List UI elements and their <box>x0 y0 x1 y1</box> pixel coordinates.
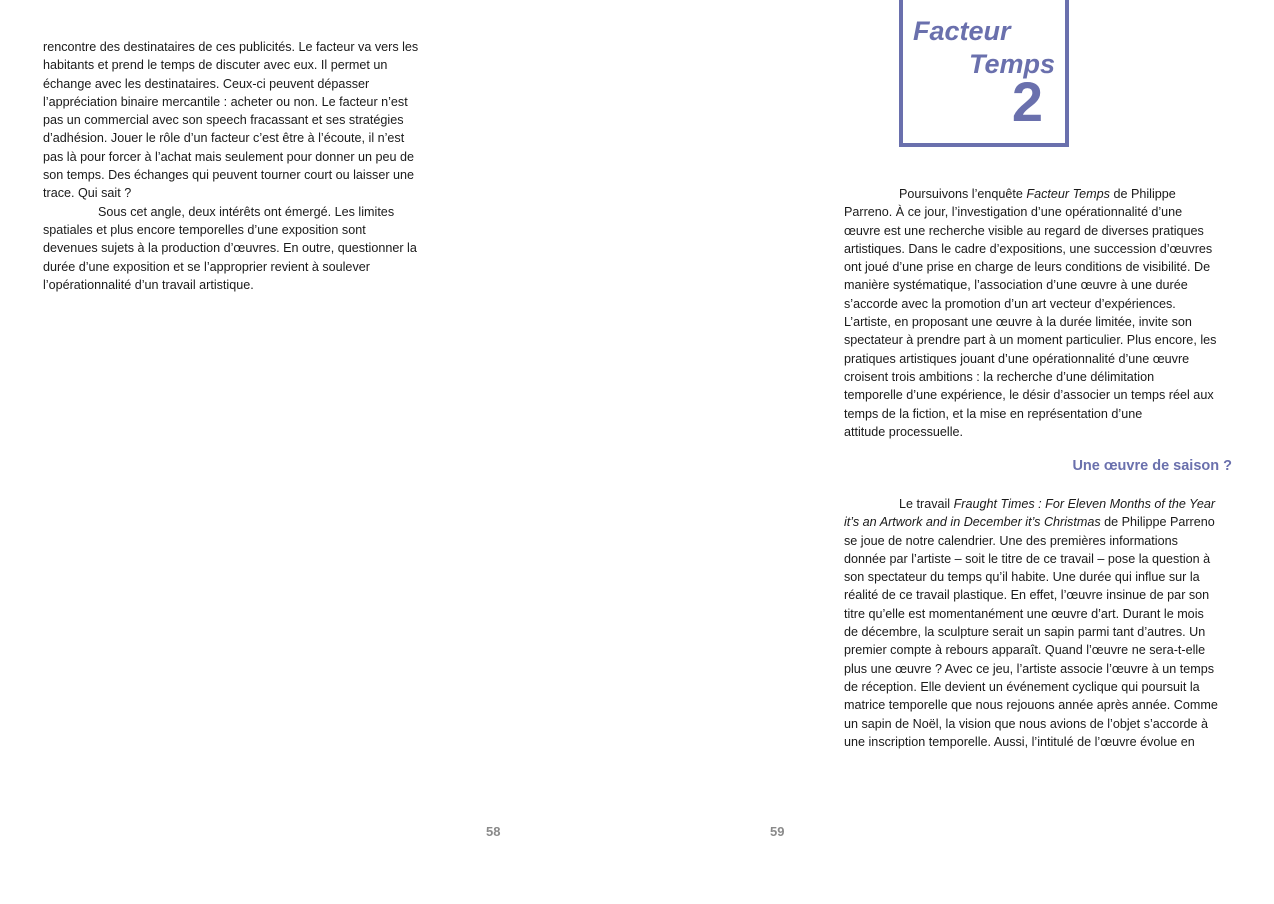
text-line: attitude processuelle. <box>844 424 964 439</box>
text-line: œuvre est une recherche visible au regard de diverses pratiques <box>844 223 1204 238</box>
text-line: devenues sujets à la production d’œuvres. En outre, questionner la <box>43 241 417 256</box>
text-line: croisent trois ambitions : la recherche d’une délimitation <box>844 369 1155 384</box>
chapter-title-box <box>899 0 1069 147</box>
text-line: l’opérationnalité d’un travail artistique. <box>43 277 254 292</box>
italic-title: Fraught Times : For Eleven Months of the Year <box>953 497 1216 511</box>
text-line: l’appréciation binaire mercantile : acheter ou non. Le facteur n’est <box>43 94 408 109</box>
text-line: échange avec les destinataires. Ceux-ci peuvent dépasser <box>43 76 370 91</box>
left-paragraph-1 <box>43 38 438 203</box>
italic-title: it’s an Artwork and in December it’s Christmas <box>844 515 1101 530</box>
text-line: titre qu’elle est momentanément une œuvre d’art. Durant le mois <box>844 606 1204 621</box>
text-line: de décembre, la sculpture serait un sapin parmi tant d’autres. Un <box>844 625 1206 640</box>
page-number-left: 58 <box>486 824 501 839</box>
text-line: rencontre des destinataires de ces publicités. Le facteur va vers les <box>43 40 419 54</box>
text-line: matrice temporelle que nous rejouons année après année. Comme <box>844 698 1218 713</box>
chapter-title-line-1: Facteur <box>913 16 1011 46</box>
text-line: trace. Qui sait ? <box>43 186 132 201</box>
italic-title: Facteur Temps <box>1026 187 1110 201</box>
text-line <box>844 513 1239 531</box>
text-line: pratiques artistiques jouant d’une opérationnalité d’une œuvre <box>844 351 1190 366</box>
text-line <box>844 185 1239 203</box>
text-run: Poursuivons l’enquête <box>899 187 1027 201</box>
text-line: son spectateur du temps qu’il habite. Une durée qui influe sur la <box>844 570 1200 585</box>
text-line: se joue de notre calendrier. Une des premières informations <box>844 533 1178 548</box>
text-line: donnée par l’artiste – soit le titre de ce travail – pose la question à <box>844 551 1211 566</box>
text-line: réalité de ce travail plastique. En effet, l’œuvre insinue de par son <box>844 588 1210 603</box>
section-paragraph <box>844 495 1239 751</box>
text-line: ont joué d’une prise en charge de leurs conditions de visibilité. De <box>844 260 1211 275</box>
text-line: Sous cet angle, deux intérêts ont émergé. Les limites <box>98 204 395 219</box>
text-line: temporelle d’une expérience, le désir d’associer un temps réel aux <box>844 388 1214 403</box>
text-line: un sapin de Noël, la vision que nous avions de l’objet s’accorde à <box>844 716 1209 731</box>
left-paragraph-2 <box>43 203 438 294</box>
text-line: temps de la fiction, et la mise en représentation d’une <box>844 406 1143 421</box>
text-run: de Philippe Parreno <box>1100 515 1215 530</box>
text-line: durée d’une exposition et se l’approprier revient à soulever <box>43 259 370 274</box>
text-line: Parreno. À ce jour, l’investigation d’une opérationnalité d’une <box>844 205 1183 220</box>
text-line: s’accorde avec la promotion d’un art vecteur d’expériences. <box>844 296 1176 311</box>
text-line: une inscription temporelle. Aussi, l’intitulé de l’œuvre évolue en <box>844 734 1195 749</box>
text-line: son temps. Des échanges qui peuvent tourner court ou laisser une <box>43 168 415 183</box>
text-line: premier compte à rebours apparaît. Quand l’œuvre ne sera-t-elle <box>844 643 1206 658</box>
text-line: plus une œuvre ? Avec ce jeu, l’artiste associe l’œuvre à un temps <box>844 661 1215 676</box>
text-line: spectateur à prendre part à un moment particulier. Plus encore, les <box>844 333 1217 348</box>
text-line: spatiales et plus encore temporelles d’une exposition sont <box>43 222 366 237</box>
text-run: de Philippe <box>1109 187 1176 201</box>
text-line: pas un commercial avec son speech fracassant et ses stratégies <box>43 113 404 128</box>
section-heading: Une œuvre de saison ? <box>1072 458 1232 474</box>
right-page <box>637 0 1274 904</box>
text-line: d’adhésion. Jouer le rôle d’un facteur c’est être à l’écoute, il n’est <box>43 131 405 146</box>
page-number-right: 59 <box>770 824 785 839</box>
text-line: manière systématique, l’association d’une œuvre à une durée <box>844 278 1188 293</box>
text-line: pas là pour forcer à l’achat mais seulement pour donner un peu de <box>43 149 415 164</box>
text-run: Le travail <box>899 497 954 511</box>
intro-paragraph <box>844 185 1239 441</box>
chapter-number: 2 <box>1011 70 1043 133</box>
text-line: artistiques. Dans le cadre d’expositions, une succession d’œuvres <box>844 241 1213 256</box>
chapter-title-line-2: Temps <box>968 49 1055 79</box>
text-line: de réception. Elle devient un événement cyclique qui poursuit la <box>844 679 1200 694</box>
left-body-text <box>43 38 438 294</box>
text-line: habitants et prend le temps de discuter avec eux. Il permet un <box>43 58 388 73</box>
text-line <box>844 495 1239 513</box>
text-line: L’artiste, en proposant une œuvre à la durée limitée, invite son <box>844 315 1192 330</box>
